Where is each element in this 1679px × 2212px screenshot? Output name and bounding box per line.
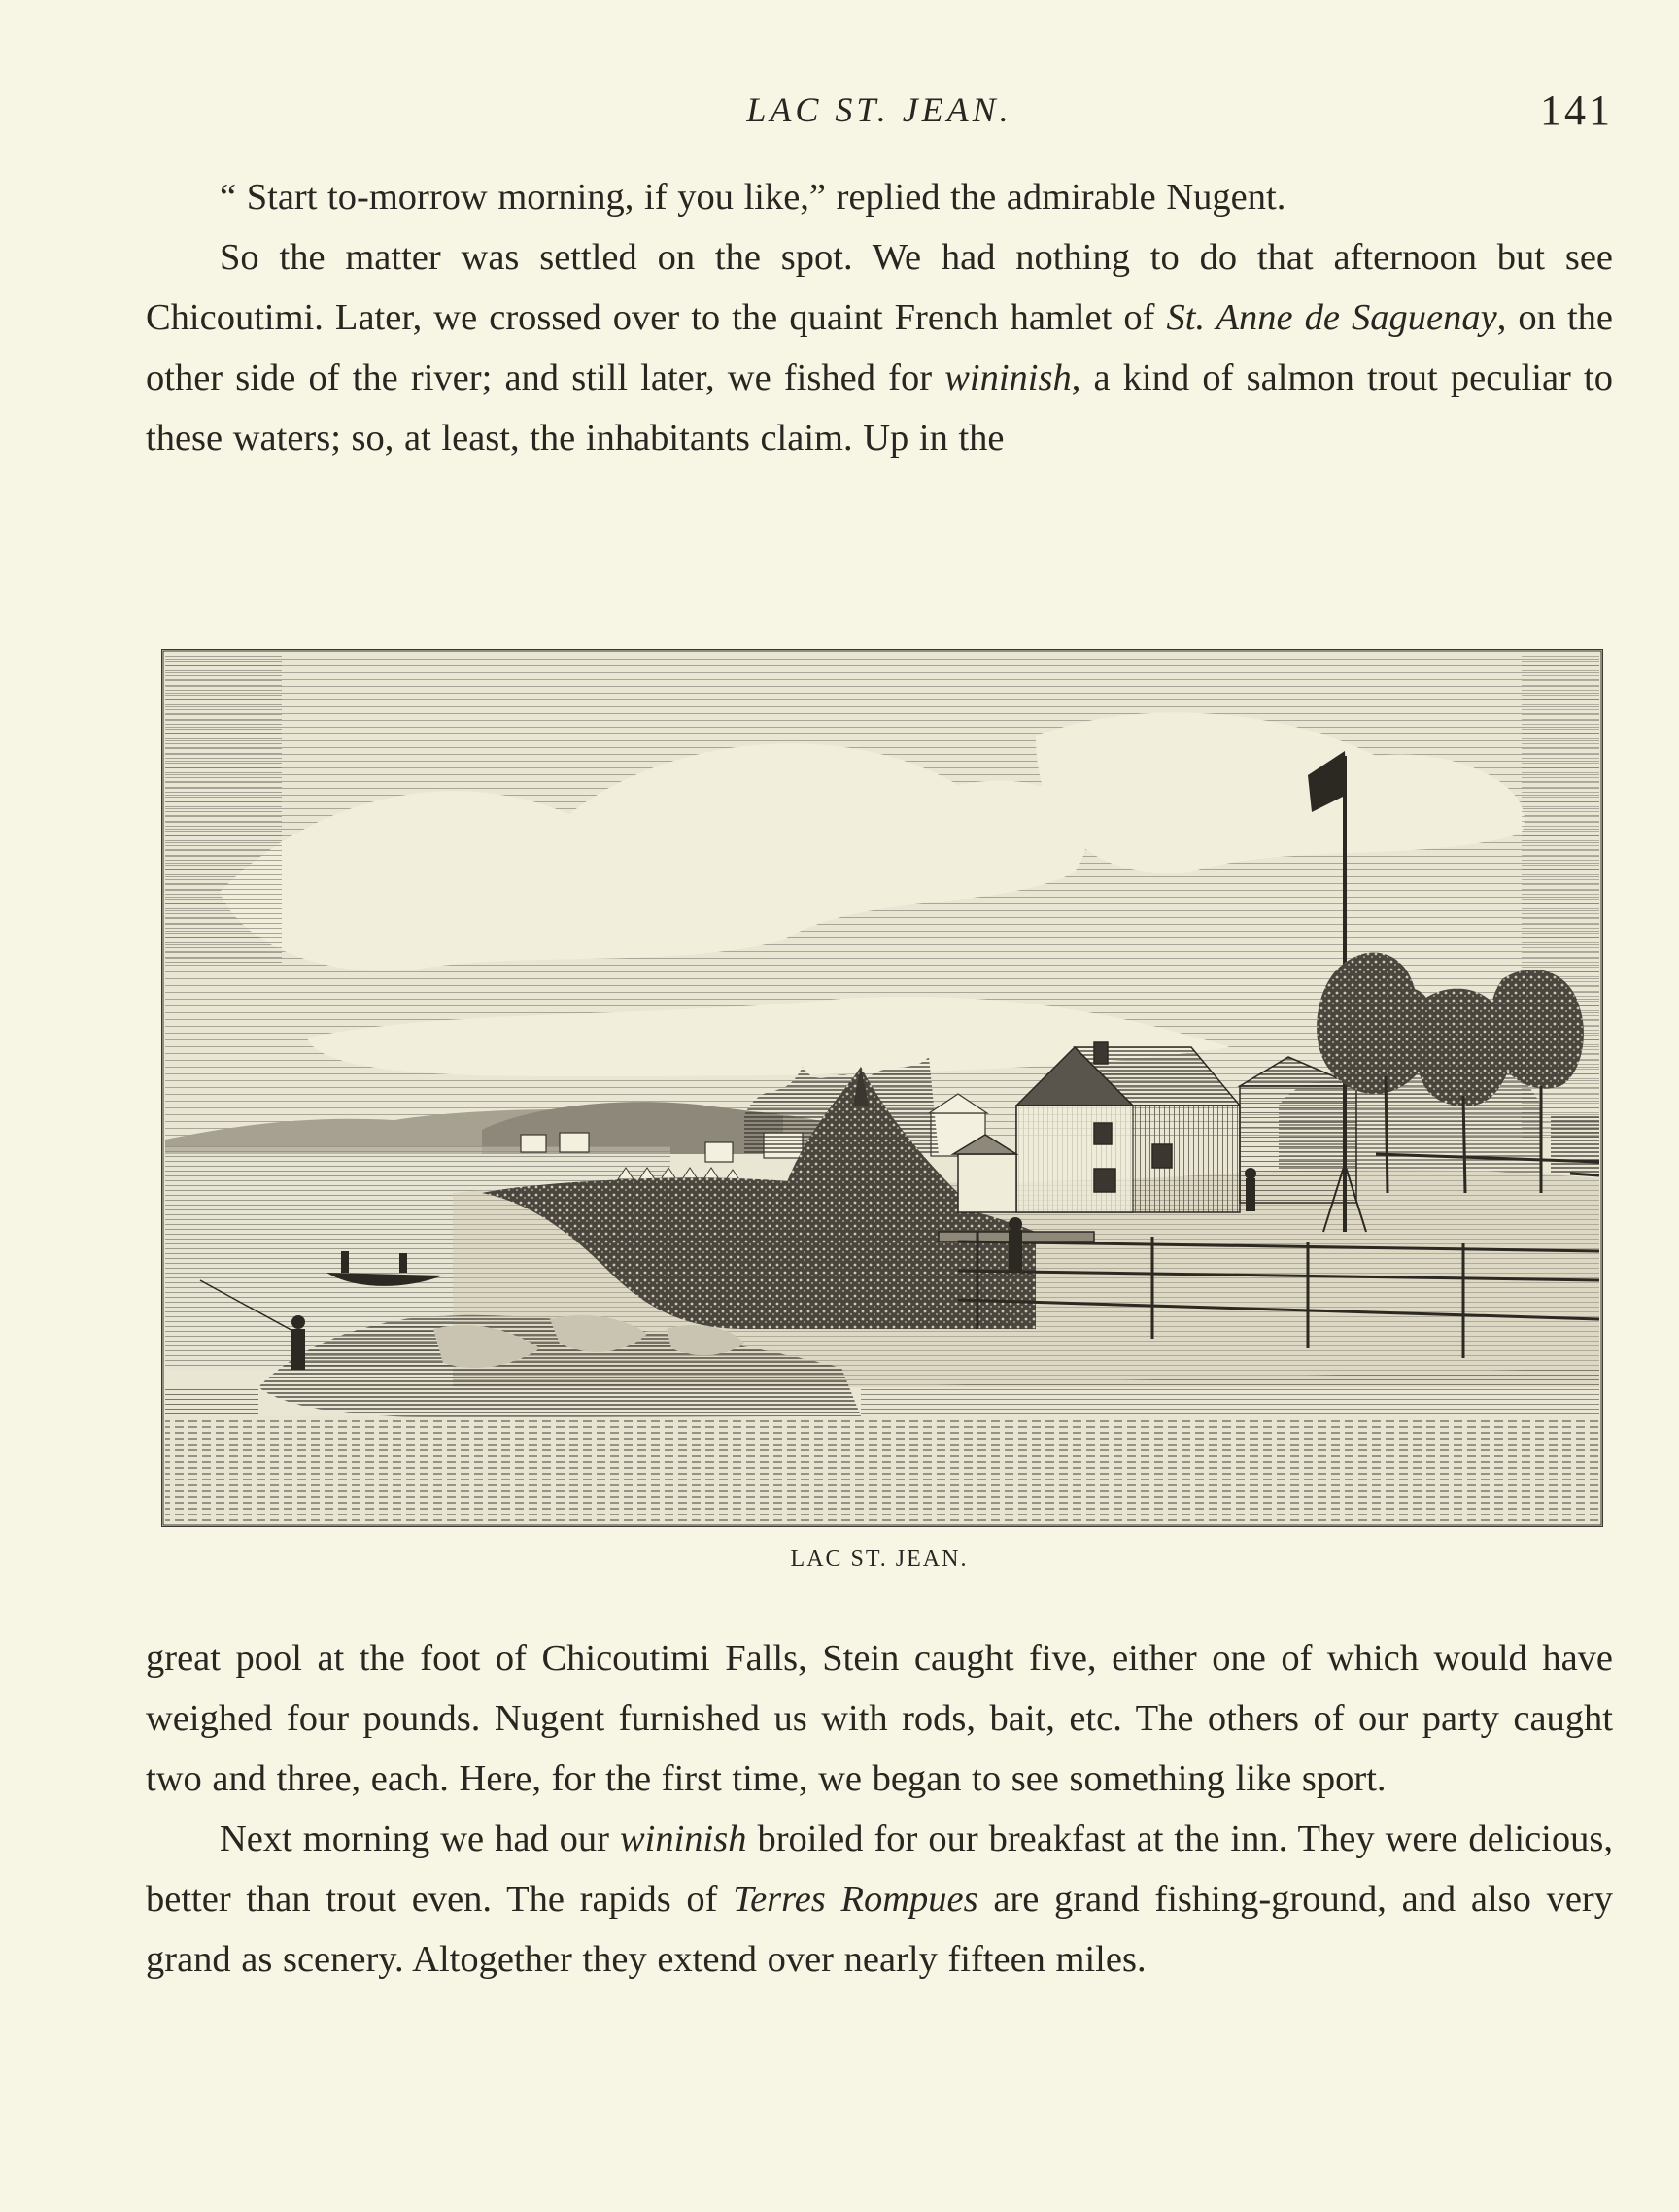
text-run: , on the other side of the river; and still later, we fished for [146,297,1613,398]
running-head [146,85,1613,144]
italic-text: St. Anne de Saguenay [1166,297,1497,338]
paragraph [146,1628,1613,1809]
italic-text: wininish [619,1819,747,1859]
text-run: , a kind of salmon trout peculiar to these waters; so, at least, the inhabitants claim. Up in the [146,357,1613,459]
text-block-bottom [146,1628,1613,1990]
figure-caption: LAC ST. JEAN. [790,1547,969,1572]
text-run: great pool at the foot of Chicoutimi Falls, Stein caught five, either one of which would have weighed four pounds. Nugent furnished us with rods, bait, etc. The others of our party caught two and three, each. Here, for the first time, we began to see something like sport. [146,1638,1613,1799]
italic-text: Terres Rompues [733,1879,978,1920]
text-run: So the matter was settled on the spot. We had nothing to do that afternoon but see Chicoutimi. Later, we crossed over to the quaint French hamlet of [146,237,1613,338]
text-run: broiled for our breakfast at the inn. They were delicious, better than trout even. The rapids of [146,1819,1613,1920]
paragraph [146,1809,1613,1990]
paragraph [146,167,1613,227]
italic-text: wininish [944,357,1072,398]
engraving-illustration [161,649,1603,1527]
text-run: Next morning we had our [220,1819,620,1859]
running-title: LAC ST. JEAN. [746,90,1012,129]
page-number: 141 [1540,86,1613,134]
text-run: are grand fishing-ground, and also very grand as scenery. Altogether they extend over nearly fifteen miles. [146,1879,1613,1980]
engraving-lac-st-jean [161,649,1603,1527]
paragraph [146,227,1613,468]
text-run: “ Start to-morrow morning, if you like,” replied the admirable Nugent. [220,177,1286,218]
text-block-top [146,167,1613,468]
